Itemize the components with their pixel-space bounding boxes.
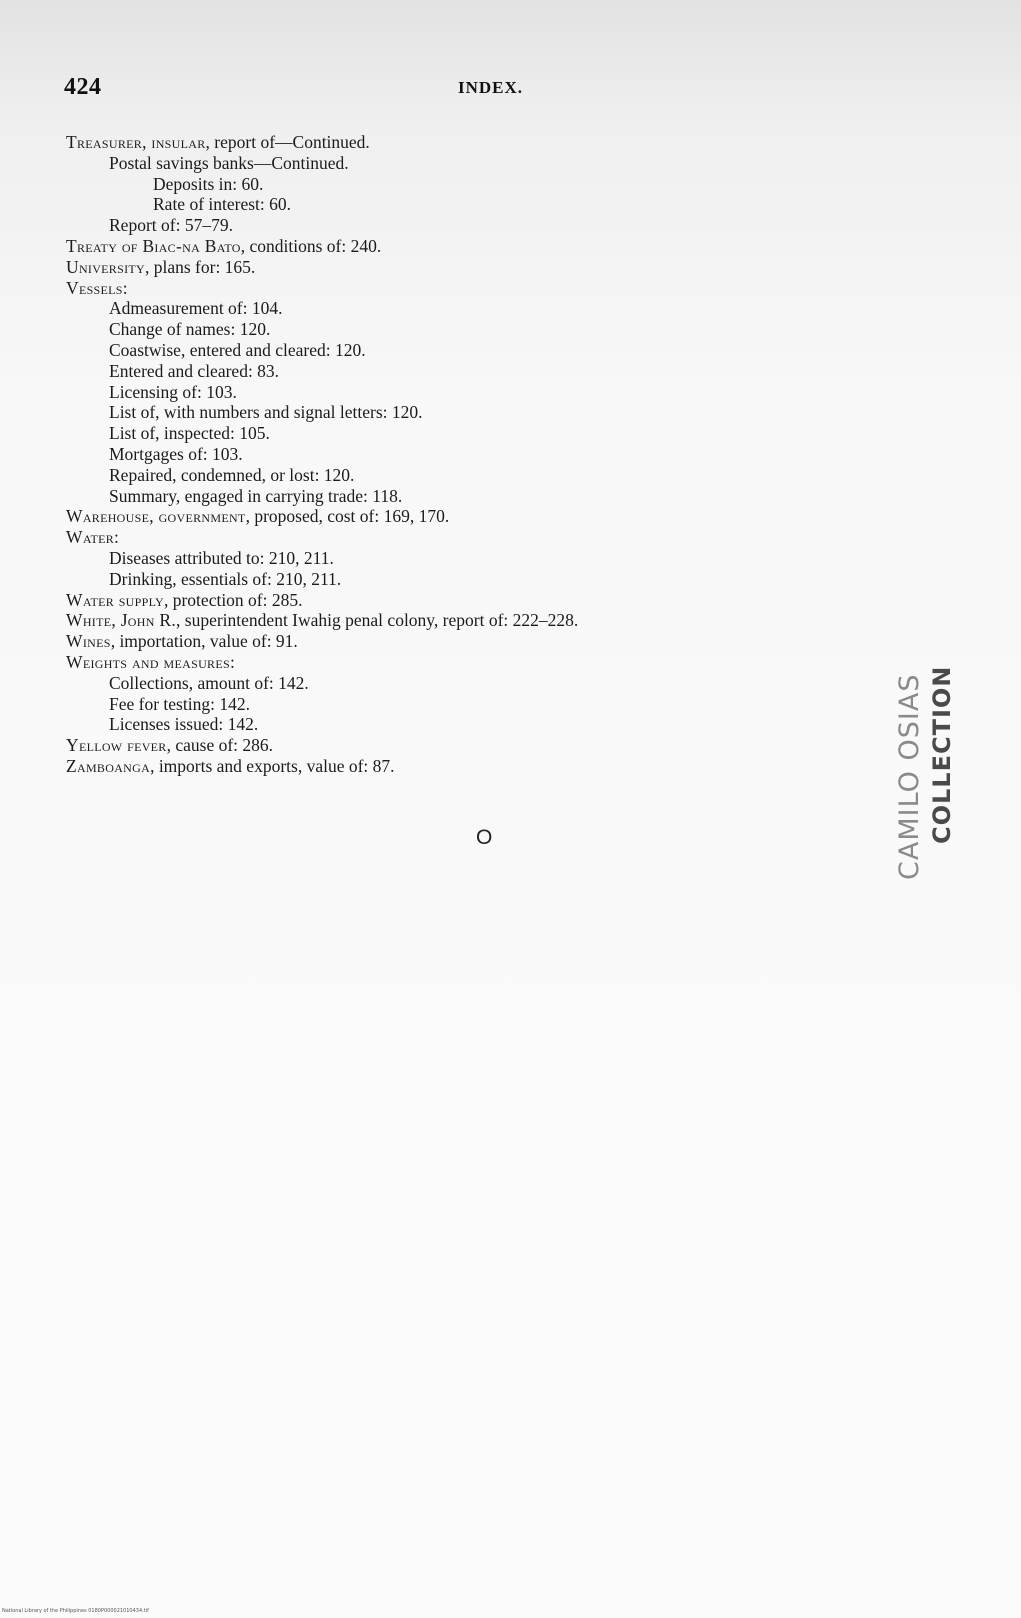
index-entry — [66, 194, 866, 215]
scan-footer: National Library of the Philippines 0180P000021010434.tif — [2, 1608, 149, 1614]
index-entry-heading: Warehouse, government — [66, 506, 246, 527]
index-entry — [66, 382, 866, 403]
stamp-line-name: CAMILO OSIAS — [894, 673, 925, 880]
index-entry-text: Collections, amount of: 142. — [109, 672, 309, 693]
index-entry-text: : — [114, 527, 119, 548]
index-entry-heading: Treasurer, insular — [66, 132, 206, 152]
collection-stamp — [890, 652, 970, 882]
index-entry — [66, 278, 866, 299]
running-head: INDEX. — [458, 78, 524, 97]
index-entry-text: Fee for testing: 142. — [109, 693, 250, 714]
index-entry-text: List of, inspected: 105. — [109, 423, 270, 444]
index-entry — [66, 257, 866, 278]
index-entry — [66, 215, 866, 236]
index-entry-heading: Vessels — [66, 277, 123, 298]
index-entry — [66, 132, 866, 153]
index-entry-text: , importation, value of: 91. — [110, 631, 298, 652]
index-entry-text: Summary, engaged in carrying trade: 118. — [109, 485, 403, 506]
index-entry-text: : — [122, 277, 128, 298]
index-entry — [66, 361, 866, 382]
index-entry — [66, 506, 866, 527]
index-entry-text: Coastwise, entered and cleared: 120. — [109, 339, 366, 360]
index-entry-text: , protection of: 285. — [163, 589, 303, 610]
index-entry — [66, 590, 866, 611]
index-entry-text: , report of—Continued. — [205, 132, 370, 152]
index-entry-heading: Wines — [66, 631, 111, 652]
index-entry-text: Drinking, essentials of: 210, 211. — [109, 568, 342, 589]
index-entry-heading: Water supply — [66, 589, 164, 610]
index-entry-heading: Water — [66, 527, 115, 548]
index-entry-text: : — [229, 651, 235, 672]
index-entry — [66, 402, 866, 423]
index-entry-text: Diseases attributed to: 210, 211. — [109, 547, 334, 568]
index-entry-text: List of, with numbers and signal letters: 120. — [109, 402, 423, 423]
index-entry — [66, 631, 866, 652]
index-entry — [66, 486, 866, 507]
index-entry — [66, 527, 866, 548]
index-entry-heading: Zamboanga — [66, 755, 151, 776]
end-mark: O — [476, 826, 493, 849]
index-entry-text: Rate of interest: 60. — [153, 194, 292, 215]
index-entry — [66, 465, 866, 486]
index-entry-heading: Treaty of Biac-na Bato — [66, 235, 241, 256]
stamp-line-collection: COLLECTION — [928, 665, 956, 844]
index-entry-text: , superintendent Iwahig penal colony, report of: 222–228. — [176, 610, 579, 631]
index-entry-text: , imports and exports, value of: 87. — [150, 755, 395, 776]
index-entry-text: , plans for: 165. — [144, 256, 256, 277]
index-entry — [66, 756, 866, 777]
index-entry — [66, 610, 866, 631]
index-entry-heading: Weights and measures — [66, 651, 230, 672]
index-entry-heading: White, John R. — [66, 610, 177, 631]
index-entry-text: Change of names: 120. — [109, 319, 271, 340]
index-entry — [66, 673, 866, 694]
index-entry-text: Licensing of: 103. — [109, 381, 237, 402]
index-entry — [66, 319, 866, 340]
index-entry — [66, 694, 866, 715]
index-entry-text: Deposits in: 60. — [153, 173, 264, 194]
index-entry — [66, 153, 866, 174]
page-number: 424 — [64, 74, 102, 100]
index-entry-text: Entered and cleared: 83. — [109, 360, 280, 381]
index-entry-text: Postal savings banks—Continued. — [109, 152, 349, 173]
index-entry — [66, 714, 866, 735]
index-entry — [66, 548, 866, 569]
index-entry-text: , conditions of: 240. — [240, 235, 382, 256]
index-entry-text: , proposed, cost of: 169, 170. — [245, 506, 450, 527]
index-entry — [66, 652, 866, 673]
index-entry — [66, 298, 866, 319]
index-entry-text: Mortgages of: 103. — [109, 443, 243, 464]
index-entry — [66, 569, 866, 590]
index-entry-text: Repaired, condemned, or lost: 120. — [109, 464, 355, 485]
index-entry-text: Admeasurement of: 104. — [109, 298, 283, 319]
index-entry-text: Licenses issued: 142. — [109, 714, 259, 735]
index-list — [66, 132, 866, 777]
index-entry — [66, 423, 866, 444]
index-entry-text: , cause of: 286. — [166, 735, 274, 756]
index-entry — [66, 340, 866, 361]
index-entry-heading: University — [66, 256, 145, 277]
index-entry — [66, 444, 866, 465]
index-entry-heading: Yellow fever — [66, 735, 167, 756]
index-entry — [66, 735, 866, 756]
index-entry — [66, 174, 866, 195]
index-entry-text: Report of: 57–79. — [109, 215, 233, 236]
index-entry — [66, 236, 866, 257]
